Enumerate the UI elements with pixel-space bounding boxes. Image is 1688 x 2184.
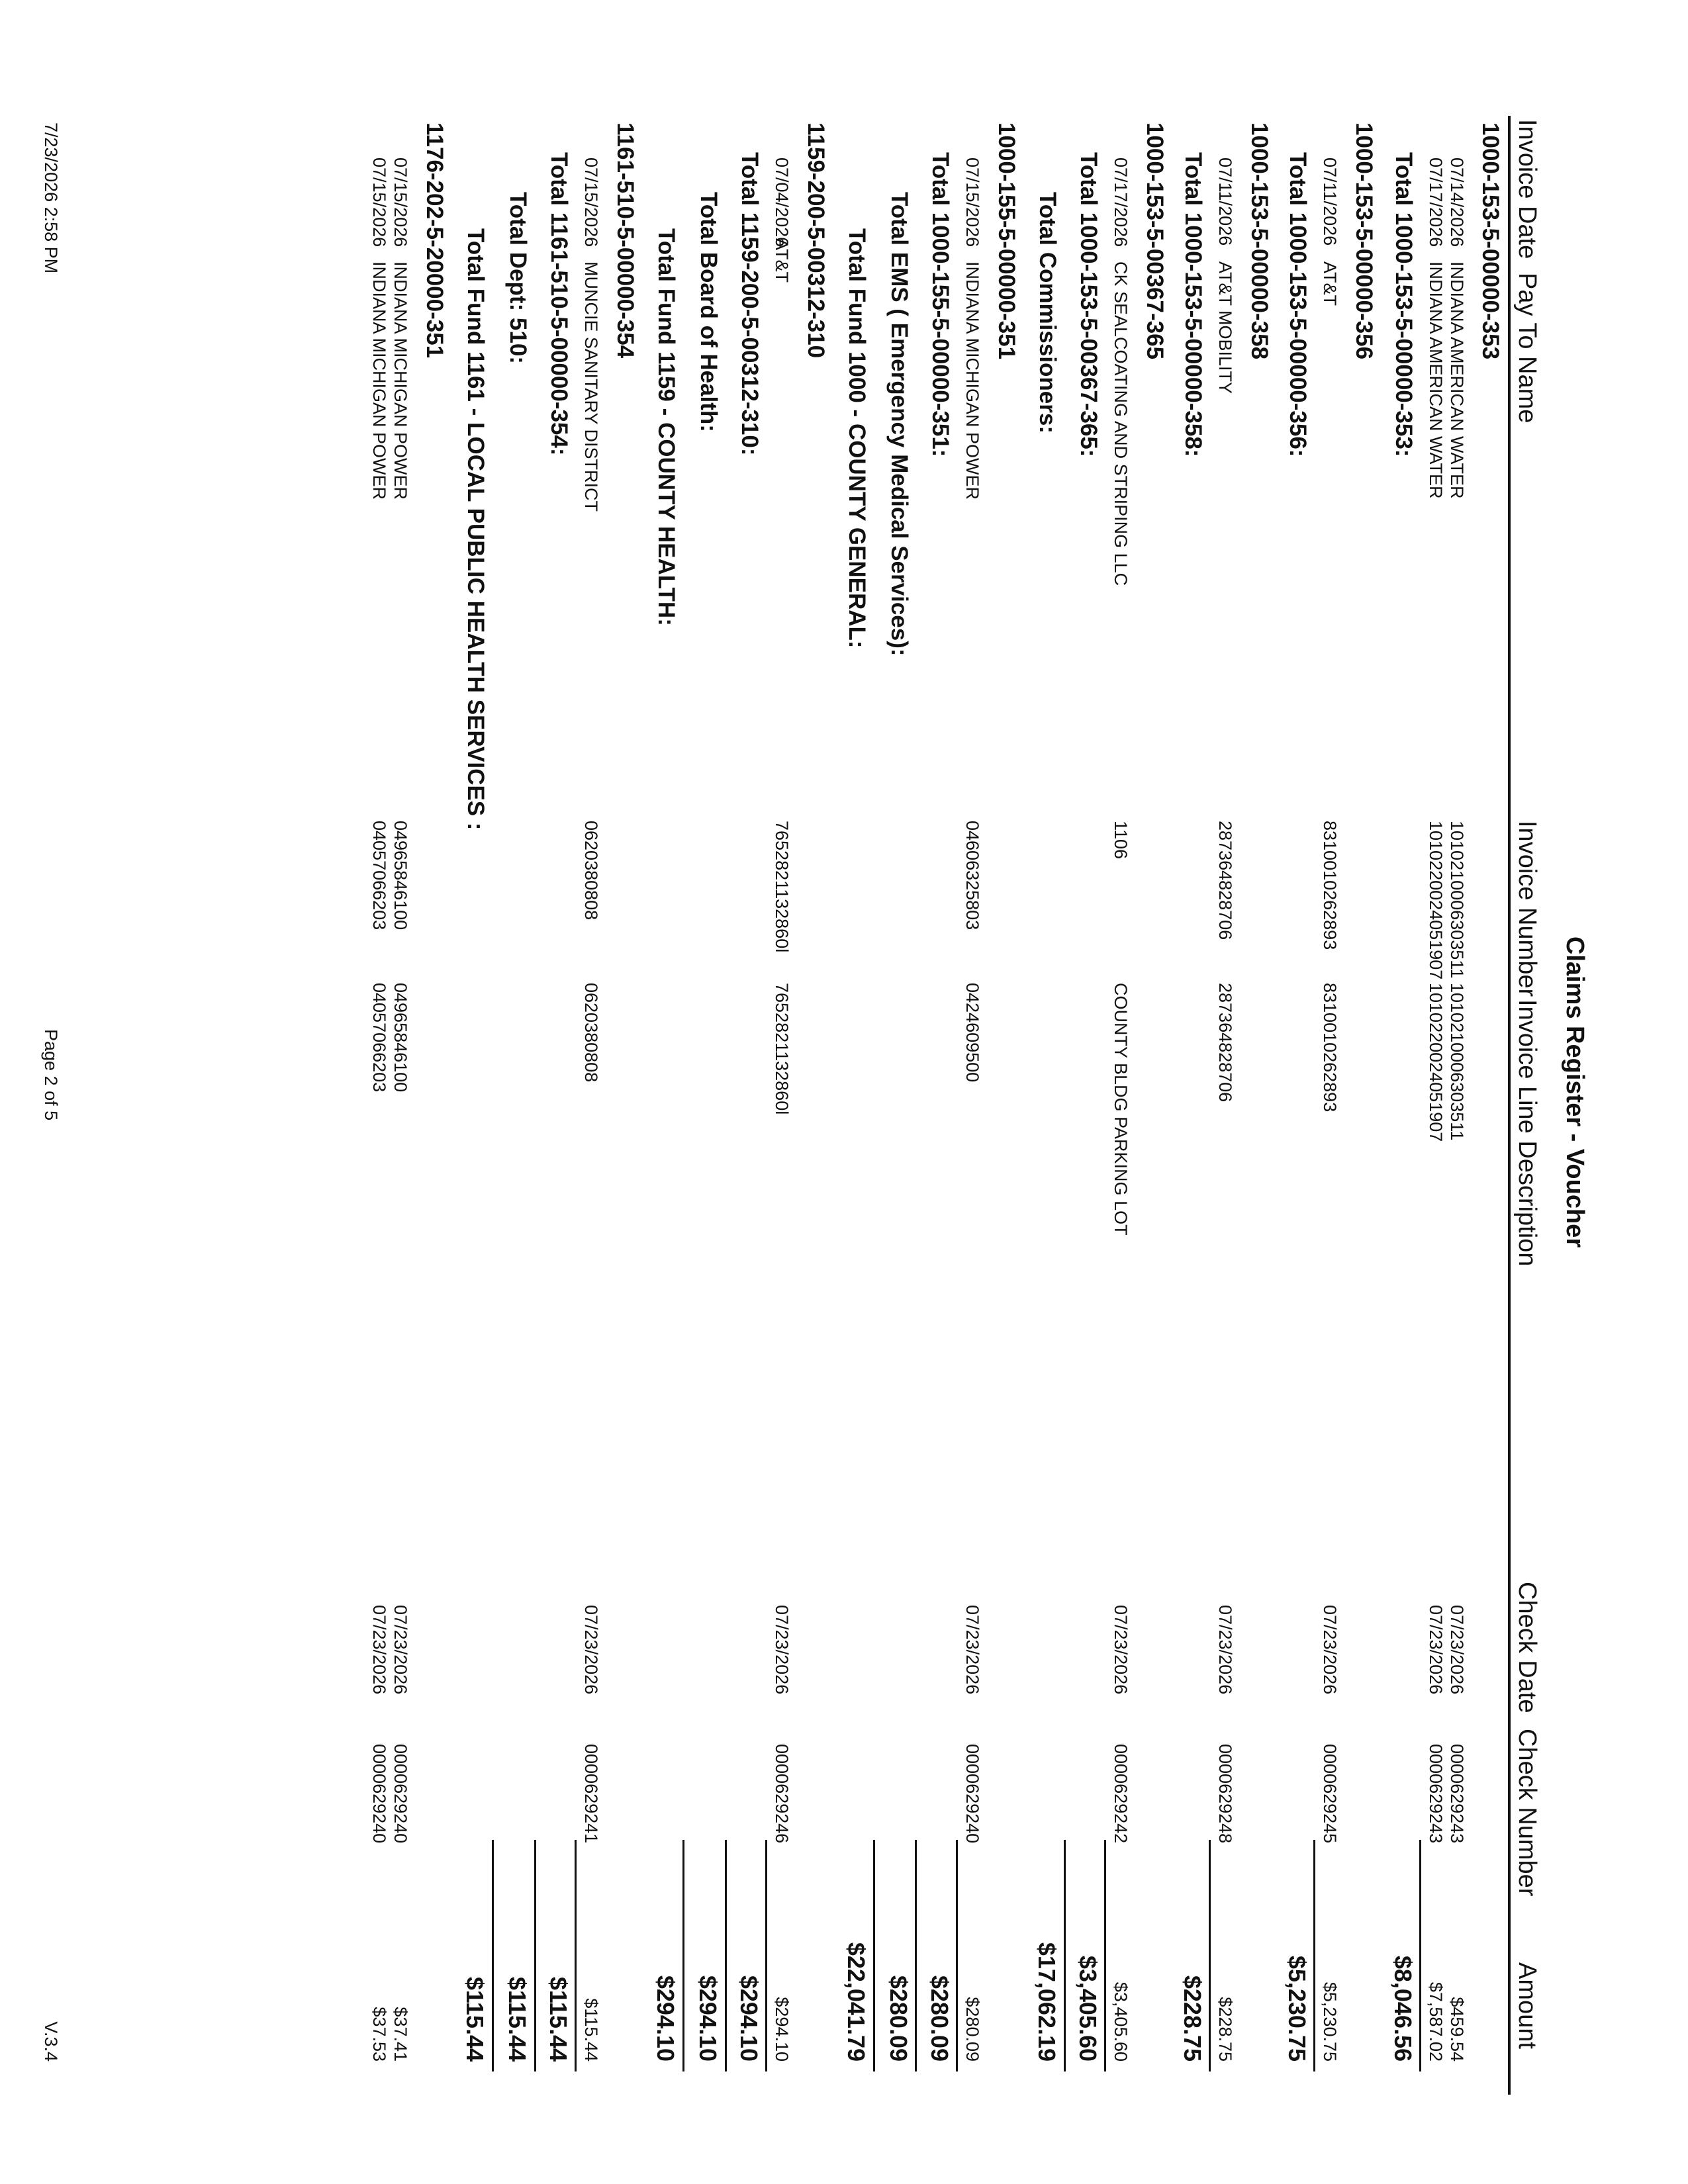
invoice-date: 07/15/2026	[369, 158, 389, 248]
invoice-number: 1010210006303511	[1447, 821, 1467, 979]
check-number: 0000629246	[772, 1744, 792, 1844]
pay-to-name: AT&T	[1320, 261, 1340, 306]
total-rule	[492, 1840, 494, 2071]
total-rule	[765, 1840, 767, 2071]
total-label: Total 1000-153-5-00367-365:	[1076, 152, 1102, 457]
pay-to-name: INDIANA AMERICAN WATER	[1447, 261, 1467, 499]
total-label: Total 1159-200-5-00312-310:	[737, 152, 763, 456]
invoice-number: 04606325803	[962, 821, 982, 931]
invoice-date: 07/17/2026	[1426, 158, 1446, 248]
invoice-date: 07/15/2026	[581, 158, 601, 248]
print-timestamp: 7/23/2026 2:58 PM	[41, 122, 61, 274]
account-heading	[1477, 0, 1503, 2184]
amount: $228.75	[1215, 1997, 1235, 2062]
invoice-line-description: 1010220024051907	[1426, 983, 1446, 1142]
account-heading	[1350, 0, 1377, 2184]
account-heading	[802, 0, 829, 2184]
pay-to-name: CK SEALCOATING AND STRIPING LLC	[1111, 261, 1131, 586]
total-amount: $228.75	[1179, 1975, 1206, 2062]
pay-to-name: INDIANA AMERICAN WATER	[1426, 261, 1446, 499]
col-header-amount: Amount	[1513, 1962, 1541, 2049]
account-heading	[1141, 0, 1168, 2184]
check-date: 07/23/2026	[369, 1605, 389, 1695]
invoice-line-description: 0424609500	[962, 983, 982, 1083]
invoice-date: 07/15/2026	[391, 158, 410, 248]
account-number: 1000-153-5-00367-365	[1142, 122, 1168, 360]
invoice-line-description: 1010210006303511	[1447, 983, 1467, 1141]
total-label: Total 1000-153-5-00000-353:	[1391, 152, 1417, 457]
total-amount: $280.09	[926, 1975, 953, 2062]
amount: $37.53	[369, 2007, 389, 2062]
total-amount: $294.10	[652, 1975, 679, 2062]
invoice-date: 07/14/2026	[1447, 158, 1467, 248]
total-label: Total Fund 1159 - COUNTY HEALTH:	[653, 228, 679, 626]
total-label: Total EMS ( Emergency Medical Services):	[886, 192, 912, 657]
account-number: 1000-155-5-00000-351	[994, 122, 1019, 360]
invoice-line-description: 7652821132860l	[772, 983, 792, 1115]
check-date: 07/23/2026	[1215, 1605, 1235, 1695]
invoice-number: 7652821132860l	[772, 821, 792, 953]
amount: $280.09	[962, 1997, 982, 2062]
check-date: 07/23/2026	[1447, 1605, 1467, 1695]
account-number: 1161-510-5-00000-354	[612, 122, 638, 359]
total-amount: $280.09	[885, 1975, 912, 2062]
check-date: 07/23/2026	[962, 1605, 982, 1695]
check-number: 0000629241	[581, 1744, 601, 1844]
account-heading	[612, 0, 638, 2184]
pay-to-name: AT&T	[772, 238, 792, 283]
table-row	[1107, 0, 1133, 2184]
amount: $115.44	[581, 1998, 601, 2062]
total-row	[1075, 0, 1102, 2184]
total-row	[927, 0, 953, 2184]
pay-to-name: INDIANA MICHIGAN POWER	[391, 261, 410, 500]
pay-to-name: MUNCIE SANITARY DISTRICT	[581, 261, 601, 512]
account-number: 1000-153-5-00000-356	[1351, 122, 1377, 360]
check-number: 0000629240	[962, 1744, 982, 1844]
total-rule	[1419, 1840, 1421, 2071]
check-number: 0000629243	[1447, 1744, 1467, 1844]
invoice-number: 0620380808	[581, 821, 601, 921]
table-row	[577, 0, 604, 2184]
check-date: 07/23/2026	[1426, 1605, 1446, 1695]
amount: $294.10	[772, 1997, 792, 2062]
amount: $5,230.75	[1320, 1981, 1340, 2062]
account-heading	[421, 0, 447, 2184]
total-row	[653, 0, 679, 2184]
table-row	[1422, 0, 1448, 2184]
total-amount: $8,046.56	[1389, 1955, 1417, 2062]
account-number: 1000-153-5-00000-353	[1477, 122, 1503, 360]
total-amount: $3,405.60	[1074, 1955, 1102, 2062]
amount: $7,587.02	[1426, 1981, 1446, 2062]
col-header-invoice-number: Invoice Number	[1513, 821, 1541, 997]
table-row	[1316, 0, 1342, 2184]
check-date: 07/23/2026	[772, 1605, 792, 1695]
pay-to-name: INDIANA MICHIGAN POWER	[962, 261, 982, 500]
total-amount: $115.44	[504, 1976, 531, 2062]
total-label: Total Fund 1000 - COUNTY GENERAL:	[844, 228, 870, 649]
total-row	[1284, 0, 1311, 2184]
total-label: Total Dept: 510:	[505, 192, 531, 364]
total-rule	[915, 1840, 917, 2071]
col-header-invoice-date: Invoice Date	[1513, 119, 1541, 259]
invoice-number: 1106	[1111, 821, 1131, 860]
total-row	[1034, 0, 1060, 2184]
check-date: 07/23/2026	[581, 1605, 601, 1695]
total-amount: $115.44	[461, 1976, 489, 2062]
col-header-pay-to-name: Pay To Name	[1513, 273, 1541, 424]
invoice-number: 04965846100	[391, 821, 410, 931]
invoice-line-description: 287364828706	[1215, 983, 1235, 1103]
total-label: Total 1000-155-5-00000-351:	[927, 152, 953, 457]
invoice-number: 04057066203	[369, 821, 389, 931]
check-number: 0000629240	[391, 1744, 410, 1844]
total-rule	[1313, 1840, 1315, 2071]
invoice-date: 07/17/2026	[1111, 158, 1131, 248]
check-number: 0000629248	[1215, 1744, 1235, 1844]
total-row	[695, 0, 722, 2184]
table-row	[1211, 0, 1238, 2184]
total-label: Total 1161-510-5-00000-354:	[546, 152, 572, 456]
check-number: 0000629243	[1426, 1744, 1446, 1844]
table-row	[365, 0, 392, 2184]
total-row	[1390, 0, 1417, 2184]
total-amount: $22,041.79	[843, 1942, 870, 2062]
total-rule	[1104, 1840, 1106, 2071]
total-rule	[575, 1840, 577, 2071]
total-row	[886, 0, 912, 2184]
invoice-date: 07/04/2026	[772, 158, 792, 248]
total-row	[843, 0, 870, 2184]
total-label: Total Fund 1161 - LOCAL PUBLIC HEALTH SERVICES :	[463, 228, 489, 831]
col-header-check-number: Check Number	[1513, 1729, 1541, 1897]
total-amount: $294.10	[735, 1975, 763, 2062]
invoice-number: 8310010262893	[1320, 821, 1340, 950]
page-number: Page 2 of 5	[41, 1029, 61, 1121]
header-divider	[1508, 116, 1511, 2095]
invoice-date: 07/15/2026	[962, 158, 982, 248]
table-row	[768, 0, 794, 2184]
total-row	[736, 0, 763, 2184]
total-row	[504, 0, 531, 2184]
total-rule	[956, 1840, 958, 2071]
check-date: 07/23/2026	[1111, 1605, 1131, 1695]
total-rule	[682, 1840, 684, 2071]
invoice-number: 1010220024051907	[1426, 821, 1446, 980]
invoice-date: 07/11/2026	[1320, 158, 1340, 246]
invoice-line-description: 04965846100	[391, 983, 410, 1093]
check-number: 0000629245	[1320, 1744, 1340, 1844]
version-label: V.3.4	[41, 2021, 61, 2062]
total-row	[545, 0, 572, 2184]
total-rule	[534, 1840, 536, 2071]
invoice-date: 07/11/2026	[1215, 158, 1235, 246]
total-row	[462, 0, 489, 2184]
total-rule	[1064, 1840, 1066, 2071]
invoice-line-description: COUNTY BLDG PARKING LOT	[1111, 983, 1131, 1236]
invoice-line-description: 04057066203	[369, 983, 389, 1093]
invoice-number: 287364828706	[1215, 821, 1235, 940]
account-heading	[1246, 0, 1272, 2184]
col-header-check-date: Check Date	[1513, 1582, 1541, 1713]
account-number: 1176-202-5-20000-351	[422, 122, 447, 359]
total-row	[1180, 0, 1206, 2184]
total-rule	[725, 1840, 727, 2071]
report-title: Claims Register - Voucher	[1561, 936, 1589, 1248]
account-heading	[993, 0, 1019, 2184]
total-label: Total 1000-153-5-00000-358:	[1180, 152, 1206, 457]
invoice-line-description: 0620380808	[581, 983, 601, 1083]
check-date: 07/23/2026	[1320, 1605, 1340, 1695]
total-rule	[1209, 1840, 1211, 2071]
amount: $459.54	[1447, 1997, 1467, 2062]
account-number: 1159-200-5-00312-310	[803, 122, 829, 359]
total-label: Total Commissioners:	[1035, 192, 1060, 433]
check-number: 0000629240	[369, 1744, 389, 1844]
check-date: 07/23/2026	[391, 1605, 410, 1695]
total-amount: $115.44	[545, 1976, 572, 2062]
invoice-line-description: 8310010262893	[1320, 983, 1340, 1113]
total-amount: $5,230.75	[1284, 1955, 1311, 2062]
table-row	[959, 0, 985, 2184]
total-amount: $17,062.19	[1033, 1942, 1060, 2062]
check-number: 0000629242	[1111, 1744, 1131, 1844]
total-rule	[873, 1840, 875, 2071]
amount: $3,405.60	[1111, 1981, 1131, 2062]
total-label: Total Board of Health:	[696, 192, 722, 432]
col-header-invoice-line-description: Invoice Line Description	[1513, 999, 1541, 1267]
pay-to-name: AT&T MOBILITY	[1215, 261, 1235, 394]
total-label: Total 1000-153-5-00000-356:	[1285, 152, 1311, 457]
amount: $37.41	[391, 2007, 410, 2062]
pay-to-name: INDIANA MICHIGAN POWER	[369, 261, 389, 500]
account-number: 1000-153-5-00000-358	[1246, 122, 1272, 360]
total-amount: $294.10	[694, 1975, 722, 2062]
